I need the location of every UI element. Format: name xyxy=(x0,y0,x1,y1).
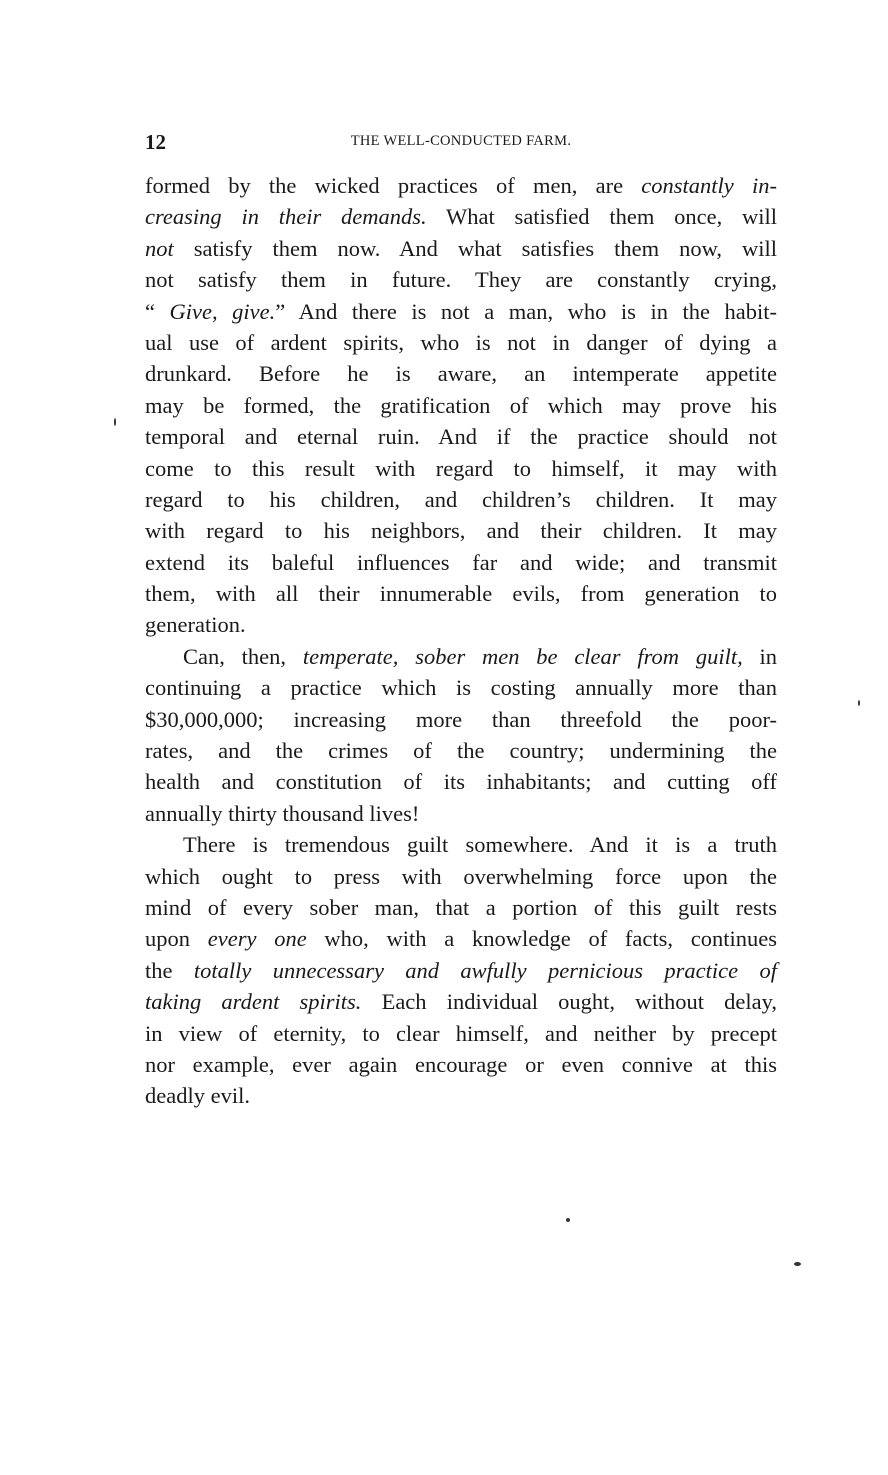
text-span: them, with all their innumerable evils, from generation to xyxy=(145,581,777,607)
scan-speck xyxy=(114,418,116,426)
scan-speck xyxy=(858,700,860,706)
text-span: the xyxy=(145,957,194,983)
italic-text: totally unnecessary and awfully pernicious practice of xyxy=(193,957,777,983)
italic-text: Give, give. xyxy=(169,298,276,324)
text-span: in view of eternity, to clear himself, and neither by precept xyxy=(145,1020,777,1046)
text-line xyxy=(145,578,777,609)
text-span: Can, then, xyxy=(183,643,303,669)
text-line xyxy=(145,547,777,578)
text-span: annually thirty thousand lives! xyxy=(145,800,420,826)
text-line xyxy=(145,704,777,735)
text-line xyxy=(145,986,777,1017)
scan-speck xyxy=(794,1262,801,1266)
text-line xyxy=(145,609,777,640)
text-span: in xyxy=(742,643,777,669)
text-span: Each individual ought, without delay, xyxy=(361,989,778,1015)
scan-speck xyxy=(566,1218,570,1222)
text-line xyxy=(145,798,777,829)
text-span: deadly evil. xyxy=(145,1083,250,1109)
running-title: THE WELL-CONDUCTED FARM. xyxy=(350,133,572,149)
text-line xyxy=(145,955,777,986)
text-span: formed by the wicked practices of men, are xyxy=(145,173,642,198)
text-line xyxy=(145,515,777,546)
italic-text: not xyxy=(145,235,174,261)
text-span: “ xyxy=(145,298,170,324)
text-span: rates, and the crimes of the country; undermining the xyxy=(145,738,777,764)
text-span: which ought to press with overwhelming force upon the xyxy=(145,863,777,889)
text-line xyxy=(145,390,777,421)
text-span: who, with a knowledge of facts, continues xyxy=(306,926,777,952)
text-span: $30,000,000; increasing more than threefold the poor- xyxy=(145,706,777,732)
text-line xyxy=(145,201,777,232)
italic-text: every one xyxy=(207,926,307,952)
text-line xyxy=(145,766,777,797)
text-line xyxy=(145,923,777,954)
text-span: upon xyxy=(145,926,208,952)
text-span: mind of every sober man, that a portion of this guilt rests xyxy=(145,894,777,920)
text-line xyxy=(145,327,777,358)
text-line xyxy=(145,672,777,703)
text-line xyxy=(145,1018,777,1049)
text-span: ual use of ardent spirits, who is not in danger of dying a xyxy=(145,329,777,355)
text-span: What satisfied them once, will xyxy=(426,204,778,230)
text-line xyxy=(145,1080,777,1111)
text-line xyxy=(145,484,777,515)
text-line xyxy=(145,735,777,766)
text-line xyxy=(145,641,777,672)
text-line xyxy=(145,1049,777,1080)
text-line xyxy=(145,296,777,327)
italic-text: constantly in- xyxy=(641,173,778,198)
text-span: There is tremendous guilt somewhere. And it is a truth xyxy=(183,832,777,858)
text-line xyxy=(145,358,777,389)
text-line xyxy=(145,233,777,264)
page-header xyxy=(145,130,777,154)
text-span: temporal and eternal ruin. And if the practice should not xyxy=(145,424,777,450)
page-number: 12 xyxy=(145,130,166,154)
text-span: with regard to his neighbors, and their children. It may xyxy=(145,518,777,544)
text-span: drunkard. Before he is aware, an intemperate appetite xyxy=(145,361,777,387)
text-line xyxy=(145,170,777,201)
text-span: extend its baleful influences far and wide; and transmit xyxy=(145,549,777,575)
text-line xyxy=(145,264,777,295)
text-span: satisfy them now. And what satisfies them now, will xyxy=(173,235,777,261)
text-line xyxy=(145,453,777,484)
text-span: nor example, ever again encourage or even connive at this xyxy=(145,1051,777,1077)
text-span: not satisfy them in future. They are constantly crying, xyxy=(145,267,777,293)
italic-text: taking ardent spirits. xyxy=(145,989,362,1015)
text-line xyxy=(145,829,777,860)
text-span: generation. xyxy=(145,612,246,638)
text-span: health and constitution of its inhabitants; and cutting off xyxy=(145,769,777,795)
text-span: may be formed, the gratification of which may prove his xyxy=(145,392,777,418)
text-span: come to this result with regard to himself, it may with xyxy=(145,455,777,481)
text-line xyxy=(145,892,777,923)
text-line xyxy=(145,421,777,452)
text-line xyxy=(145,861,777,892)
text-span: continuing a practice which is costing annually more than xyxy=(145,675,777,701)
text-span: ” And there is not a man, who is in the habit- xyxy=(275,298,777,324)
italic-text: creasing in their demands. xyxy=(145,204,427,230)
text-span: regard to his children, and children’s children. It may xyxy=(145,486,777,512)
italic-text: temperate, sober men be clear from guilt, xyxy=(302,643,743,669)
body-text xyxy=(145,170,777,1112)
